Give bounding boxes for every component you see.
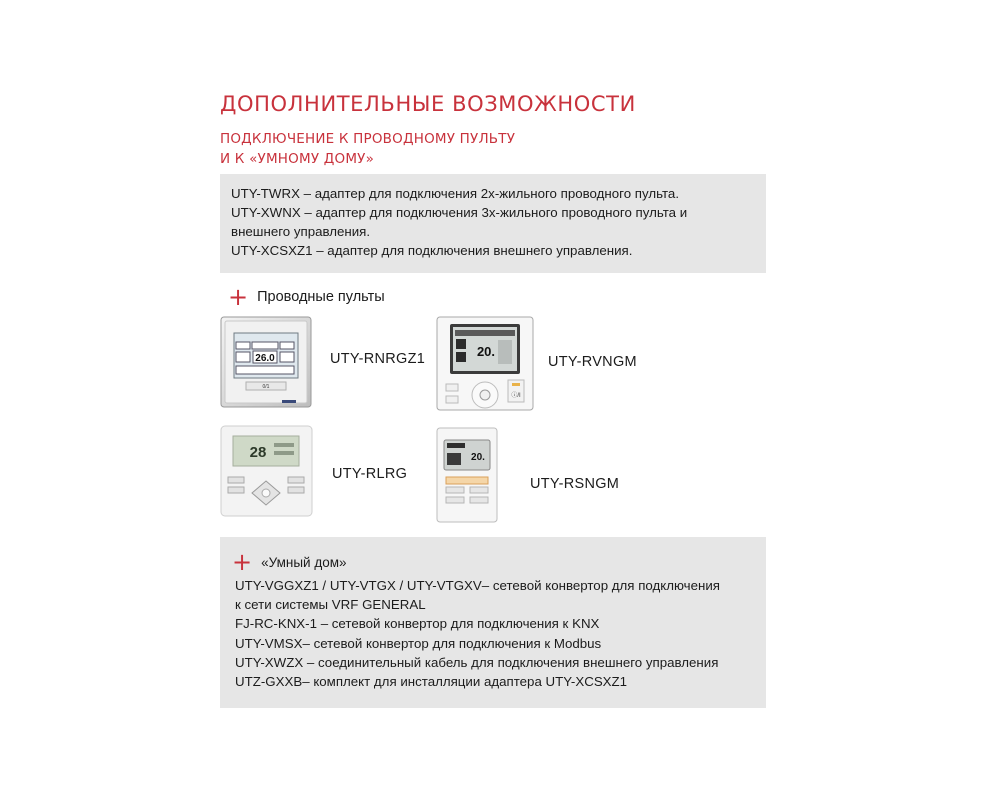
smart-home-heading-label: «Умный дом» — [261, 554, 347, 570]
controller-rlrg-screen-temp: 28 — [249, 444, 267, 461]
adapter-line: внешнего управления. — [231, 224, 371, 239]
controller-rlrg-image — [220, 425, 313, 517]
plus-icon: + — [232, 548, 253, 576]
adapter-line: UTY-TWRX – адаптер для подключения 2х-жильного проводного пульта. — [231, 186, 680, 201]
controller-model-rsngm: UTY-RSNGM — [530, 476, 620, 492]
smart-home-line: UTY-VMSX– сетевой конвертор для подключения к Modbus — [235, 635, 602, 651]
smart-home-heading — [232, 550, 347, 574]
smart-home-line: UTY-VGGXZ1 / UTY-VTGX / UTY-VTGXV– сетевой конвертор для подключения — [235, 578, 720, 593]
controller-model-rnrgz1: UTY-RNRGZ1 — [330, 351, 426, 367]
wired-controllers-heading — [228, 285, 385, 309]
adapter-line: UTY-XWNX – адаптер для подключения 3х-жильного проводного пульта и — [231, 205, 688, 220]
smart-home-line: UTY-XWZX – соединительный кабель для подключения внешнего управления — [235, 654, 719, 670]
smart-home-line: к сети системы VRF GENERAL — [235, 597, 426, 613]
controller-rvngm-screen-temp: 20. — [476, 344, 496, 359]
adapter-line: UTY-XCSXZ1 – адаптер для подключения внешнего управления. — [231, 243, 633, 258]
subtitle-line: И К «УМНОМУ ДОМУ» — [220, 151, 375, 167]
page-title: ДОПОЛНИТЕЛЬНЫЕ ВОЗМОЖНОСТИ — [220, 92, 636, 116]
subtitle-line: ПОДКЛЮЧЕНИЕ К ПРОВОДНОМУ ПУЛЬТУ — [220, 131, 516, 147]
controller-model-rvngm: UTY-RVNGM — [548, 354, 637, 370]
controller-rvngm-image — [436, 316, 534, 411]
controller-rnrgz1-button-label: 0/1 — [262, 384, 270, 390]
smart-home-line: UTZ-GXXB– комплект для инсталляции адаптера UTY-XCSXZ1 — [235, 674, 628, 690]
controller-rsngm-screen-temp: 20. — [471, 452, 485, 463]
controller-rsngm-image — [436, 427, 498, 523]
wired-controllers-heading-label: Проводные пульты — [257, 289, 385, 305]
adapters-panel — [220, 174, 766, 273]
smart-home-line: FJ-RC-KNX-1 – сетевой конвертор для подключения к KNX — [235, 616, 600, 632]
page-subtitle — [220, 129, 515, 169]
plus-icon: + — [228, 283, 249, 311]
controller-rnrgz1-image — [220, 316, 312, 408]
controller-rvngm-button-label: ⓘ/I — [511, 393, 521, 399]
controller-model-rlrg: UTY-RLRG — [332, 466, 408, 482]
controller-rnrgz1-screen-temp: 26.0 — [255, 353, 275, 364]
